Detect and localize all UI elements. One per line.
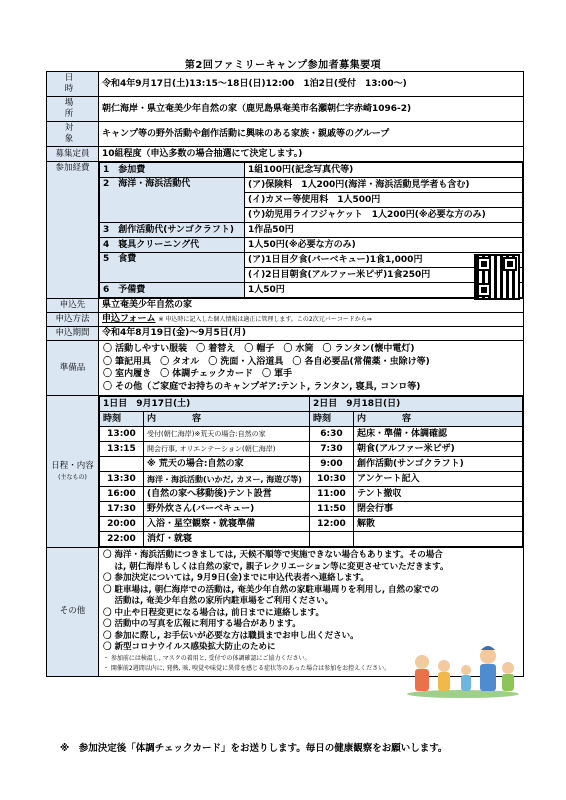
footer-note: ※ 参加決定後「体調チェックカード」をお送りします。毎日の健康観察をお願いします。 — [60, 743, 448, 754]
fee-detail: (イ)カヌー等使用料 1人500円 — [245, 193, 523, 208]
family-illustration — [404, 640, 522, 698]
fee-name: 2 海洋・海浜活動代 — [100, 178, 245, 223]
sched-time: 13:00 — [100, 427, 144, 442]
schedule-table — [99, 396, 523, 547]
fee-name: 3 創作活動代(サンゴクラフト) — [100, 223, 245, 238]
note-line: 〇 中止や日程変更になる場合は, 前日までに連絡します。 — [103, 607, 324, 618]
sched-text: 野外炊さん(バーベキュー) — [144, 502, 310, 517]
content-head: 内 容 — [354, 412, 523, 427]
target-value: キャンプ等の野外活動や創作活動に興味のある家族・親戚等のグループ — [99, 122, 524, 147]
sched-time: 16:00 — [100, 487, 144, 502]
fee-detail: (ア)1日目夕食(バーベキュー)1食1,000円 — [245, 253, 523, 268]
fees-label: 参加経費 — [47, 162, 99, 299]
schedule-label — [47, 396, 99, 548]
sched-time: 22:00 — [100, 532, 144, 547]
apply-to-label: 申込先 — [47, 299, 99, 313]
sched-time: 7:30 — [310, 442, 354, 457]
sched-text: (自然の家へ移動後)テント設営 — [144, 487, 310, 502]
sched-text: 開会行事, オリエンテーション(朝仁海岸) — [144, 442, 310, 457]
sched-time — [310, 532, 354, 547]
apply-period-value: 令和4年8月19日(金)～9月5日(月) — [99, 327, 524, 341]
day1-header: 1日目 9月17日(土) — [100, 397, 310, 412]
sched-text: テント撤収 — [354, 487, 523, 502]
place-value: 朝仁海岸・県立奄美少年自然の家（鹿児島県奄美市名瀬朝仁字赤崎1096-2) — [99, 97, 524, 122]
note-tiny: ・ 開催前2週間以内に, 発熱, 咳, 嗅覚や味覚に異常を感じる症状等のあった場合は参加をお控えください。 — [103, 664, 391, 672]
note-line: 〇 参加に際し, お手伝いが必要な方は職員までお申し出ください。 — [103, 630, 359, 641]
datetime-value: 令和4年9月17日(土)13:15～18日(日)12:00 1泊2日(受付 13:00～) — [99, 72, 524, 97]
schedule-label-sub: (主なもの) — [58, 473, 87, 481]
sched-time: 6:30 — [310, 427, 354, 442]
capacity-label: 募集定員 — [47, 147, 99, 162]
fee-detail: 1作品50円 — [245, 223, 523, 238]
note-line: 活動は, 奄美少年自然の家所内駐車場をご利用ください。 — [103, 596, 334, 606]
apply-to-text: 県立奄美少年自然の家 — [102, 300, 193, 310]
sched-time — [100, 457, 144, 472]
sched-text: 受付(朝仁海岸)※荒天の場合:自然の家 — [144, 427, 310, 442]
sched-text: 起床・準備・体調確認 — [354, 427, 523, 442]
items-label: 準備品 — [47, 341, 99, 396]
items-line: 〇 活動しやすい服装 〇 着替え 〇 帽子 〇 水筒 〇 ランタン(懐中電灯) — [103, 344, 415, 354]
target-label: 対 象 — [47, 122, 99, 147]
apply-period-label: 申込期間 — [47, 327, 99, 341]
fee-detail: (ア)保険料 1人200円(海洋・海浜活動見学者も含む) — [245, 178, 523, 193]
sched-time: 12:00 — [310, 517, 354, 532]
document-title: 第2回ファミリーキャンプ参加者募集要項 — [184, 60, 382, 71]
note-line: 〇 海洋・海浜活動につきましては, 天候不順等で実施できない場合もあります。その場合 — [103, 550, 443, 560]
main-table — [46, 71, 524, 677]
fee-name: 4 寝具クリーニング代 — [100, 238, 245, 253]
fee-detail: (ウ)幼児用ライフジャケット 1人200円(※必要な方のみ) — [245, 208, 523, 223]
sched-time: 17:30 — [100, 502, 144, 517]
note-line: は, 朝仁海岸もしくは自然の家で, 親子レクリエーション等に変更させていただきます。 — [103, 561, 449, 572]
sched-text: 閉会行事 — [354, 502, 523, 517]
time-head: 時刻 — [100, 412, 144, 427]
sched-time: 20:00 — [100, 517, 144, 532]
sched-text: ※ 荒天の場合:自然の家 — [144, 457, 310, 472]
sched-text: 解散 — [354, 517, 523, 532]
fee-detail: 1人50円(※必要な方のみ) — [245, 238, 523, 253]
fees-table — [99, 162, 523, 298]
apply-method-note: ※ 申込時に記入した個人情報は適正に管理します。この2次元バーコードから⇒ — [158, 316, 372, 323]
note-line: 〇 活動中の写真を広報に利用する場合があります。 — [103, 619, 301, 629]
sched-text: 入浴・星空観察・就寝準備 — [144, 517, 310, 532]
items-line: 〇 筆記用具 〇 タオル 〇 洗面・入浴道具 〇 各自必要品(常備薬・虫除け等) — [103, 356, 430, 367]
sched-text: 創作活動(サンゴクラフト) — [354, 457, 523, 472]
content-head: 内 容 — [144, 412, 310, 427]
sched-text — [354, 532, 523, 547]
fee-detail: 1人50円 — [245, 283, 523, 298]
day2-header: 2日目 9月18日(日) — [310, 397, 523, 412]
fee-detail: (イ)2日目朝食(アルファー米ピザ)1食250円 — [245, 268, 523, 283]
others-label: その他 — [47, 548, 99, 677]
sched-time: 13:15 — [100, 442, 144, 457]
sched-time: 10:30 — [310, 472, 354, 487]
sched-text: 消灯・就寝 — [144, 532, 310, 547]
note-tiny: ・ 参加前には検温し, マスクの着用と, 受付での体調確認にご協力ください。 — [103, 654, 311, 662]
schedule-label-text: 日程・内容 — [51, 460, 94, 471]
sched-time: 13:30 — [100, 472, 144, 487]
capacity-value: 10組程度（申込多数の場合抽選にて決定します。) — [99, 147, 524, 162]
fee-name: 1 参加費 — [100, 163, 245, 178]
qr-code-icon[interactable] — [474, 254, 520, 300]
fee-name: 6 予備費 — [100, 283, 245, 298]
items-line: 〇 室内履き 〇 体調チェックカード 〇 軍手 — [103, 369, 293, 379]
apply-method-label: 申込方法 — [47, 313, 99, 327]
datetime-label: 日 時 — [47, 72, 99, 97]
fee-name: 5 食費 — [100, 253, 245, 283]
note-line: 〇 駐車場は, 朝仁海岸での活動は, 奄美少年自然の家駐車場周りを利用し, 自然の家での — [103, 584, 440, 595]
place-label: 場 所 — [47, 97, 99, 122]
time-head: 時刻 — [310, 412, 354, 427]
note-line: 〇 新型コロナウイルス感染拡大防止のために — [103, 642, 276, 652]
apply-to-value — [99, 299, 524, 313]
items-line: 〇 その他（ご家庭でお持ちのキャンプギア:テント, ランタン, 寝具, コンロ等) — [103, 381, 421, 392]
apply-form-link[interactable]: 申込フォーム — [102, 314, 156, 324]
sched-text: アンケート記入 — [354, 472, 523, 487]
sched-text: 朝食(アルファー米ピザ) — [354, 442, 523, 457]
sched-time: 9:00 — [310, 457, 354, 472]
sched-time: 11:00 — [310, 487, 354, 502]
sched-text: 海洋・海浜活動(いかだ, カヌー, 海遊び等) — [144, 472, 310, 487]
sched-time: 11:50 — [310, 502, 354, 517]
note-line: 〇 参加決定については, 9月9日(金)までに申込代表者へ連絡します。 — [103, 573, 369, 583]
fee-detail: 1組100円(記念写真代等) — [245, 163, 523, 178]
